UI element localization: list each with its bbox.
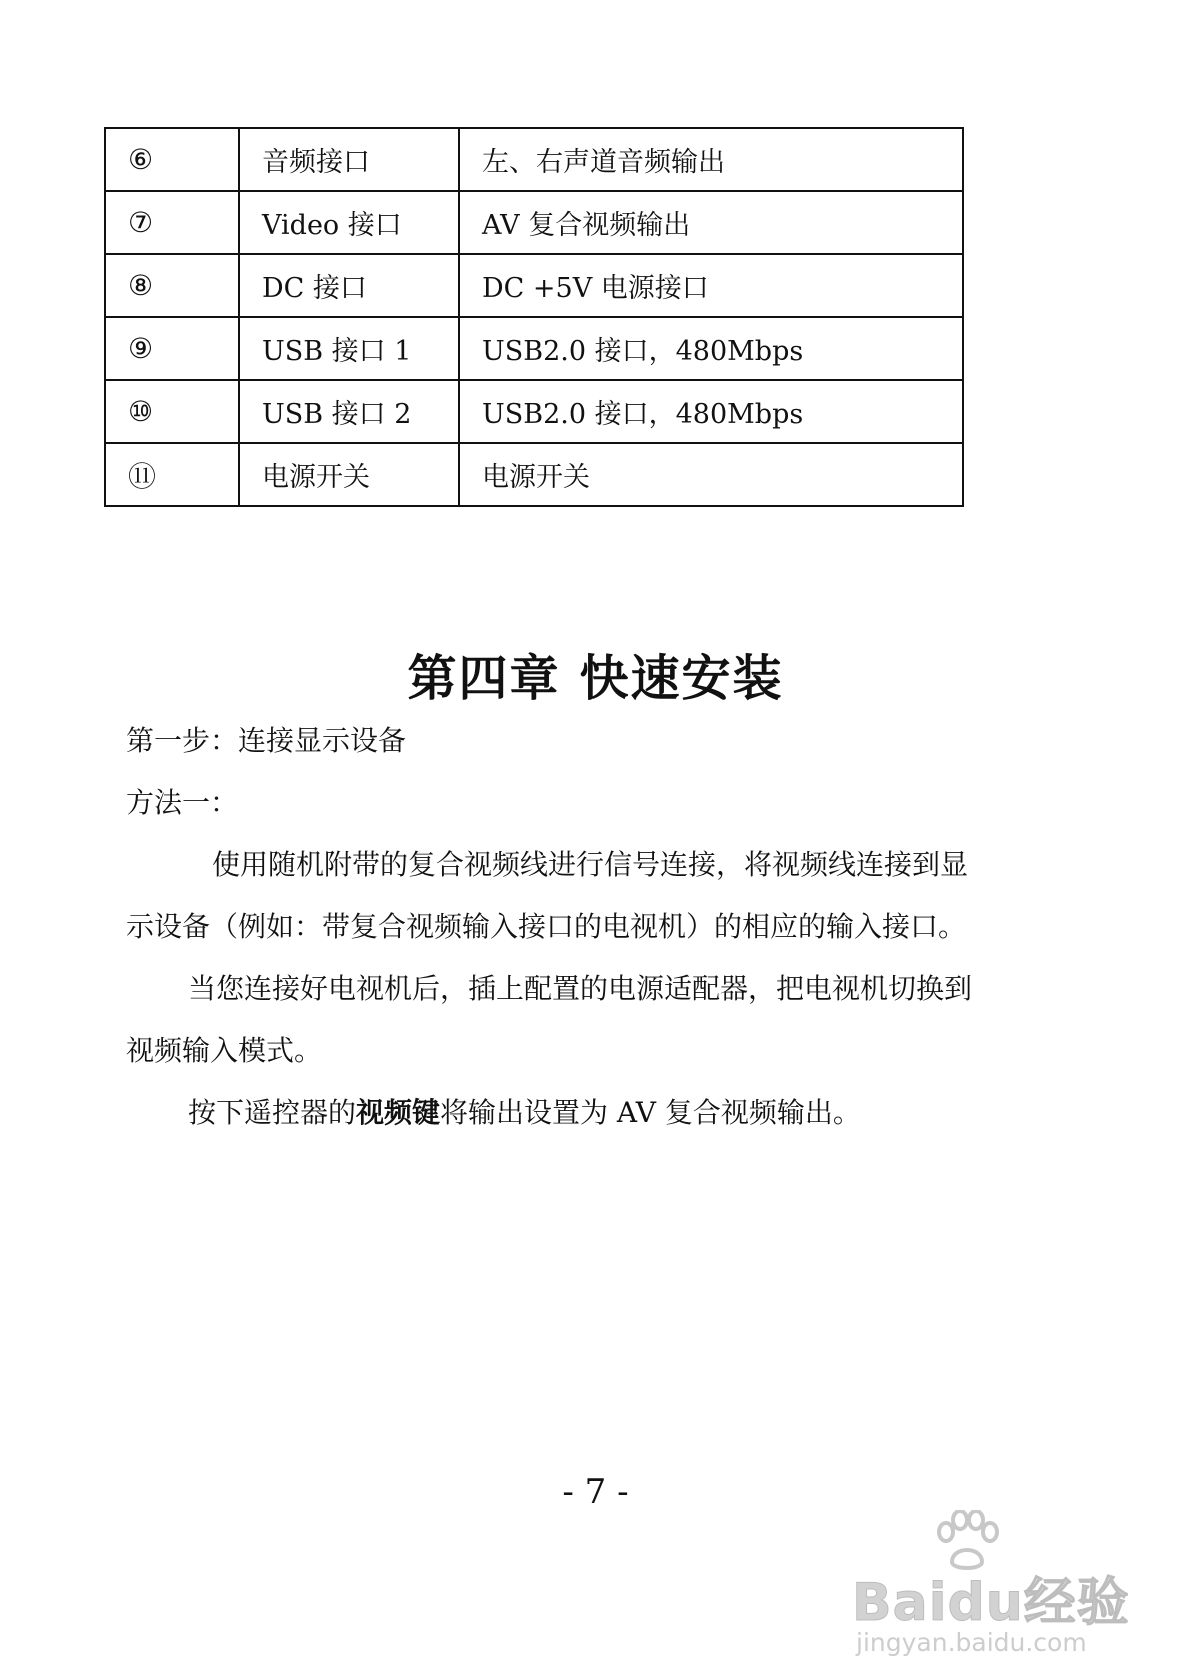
page-number: - 7 - — [562, 1472, 629, 1512]
port-description: 电源开关 — [459, 443, 963, 506]
table-row — [105, 443, 963, 506]
port-number: ⑥ — [105, 128, 239, 191]
table-row — [105, 128, 963, 191]
port-number: ⑪ — [105, 443, 239, 506]
port-number: ⑩ — [105, 380, 239, 443]
table-row — [105, 317, 963, 380]
port-number: ⑨ — [105, 317, 239, 380]
port-name: USB 接口 1 — [239, 317, 459, 380]
port-number: ⑧ — [105, 254, 239, 317]
table-row — [105, 254, 963, 317]
port-description: AV 复合视频输出 — [459, 191, 963, 254]
port-description: DC +5V 电源接口 — [459, 254, 963, 317]
table-row — [105, 380, 963, 443]
paragraph-line — [188, 1091, 861, 1131]
instruction-text: 将输出设置为 AV 复合视频输出。 — [440, 1096, 861, 1129]
paragraph-line: 示设备（例如：带复合视频输入接口的电视机）的相应的输入接口。 — [126, 910, 967, 943]
port-description-table — [104, 127, 964, 507]
port-name: 音频接口 — [239, 128, 459, 191]
port-description: USB2.0 接口，480Mbps — [459, 317, 963, 380]
port-name: Video 接口 — [239, 191, 459, 254]
port-name: USB 接口 2 — [239, 380, 459, 443]
port-name: DC 接口 — [239, 254, 459, 317]
port-description: USB2.0 接口，480Mbps — [459, 380, 963, 443]
watermark-brand: Baidu经验 — [852, 1573, 1130, 1633]
paragraph-line: 当您连接好电视机后，插上配置的电源适配器，把电视机切换到 — [188, 972, 973, 1005]
table-row — [105, 191, 963, 254]
instruction-text: 按下遥控器的 — [188, 1096, 357, 1129]
paragraph-line: 使用随机附带的复合视频线进行信号连接，将视频线连接到显 — [212, 848, 969, 881]
chapter-title: 第四章 快速安装 — [407, 649, 784, 707]
watermark-url: jingyan.baidu.com — [856, 1628, 1087, 1657]
step-heading: 第一步：连接显示设备 — [126, 724, 407, 757]
method-heading: 方法一： — [126, 786, 239, 819]
paragraph-line: 视频输入模式。 — [126, 1034, 323, 1067]
port-number: ⑦ — [105, 191, 239, 254]
video-key-label: 视频键 — [356, 1096, 441, 1129]
port-name: 电源开关 — [239, 443, 459, 506]
port-description: 左、右声道音频输出 — [459, 128, 963, 191]
